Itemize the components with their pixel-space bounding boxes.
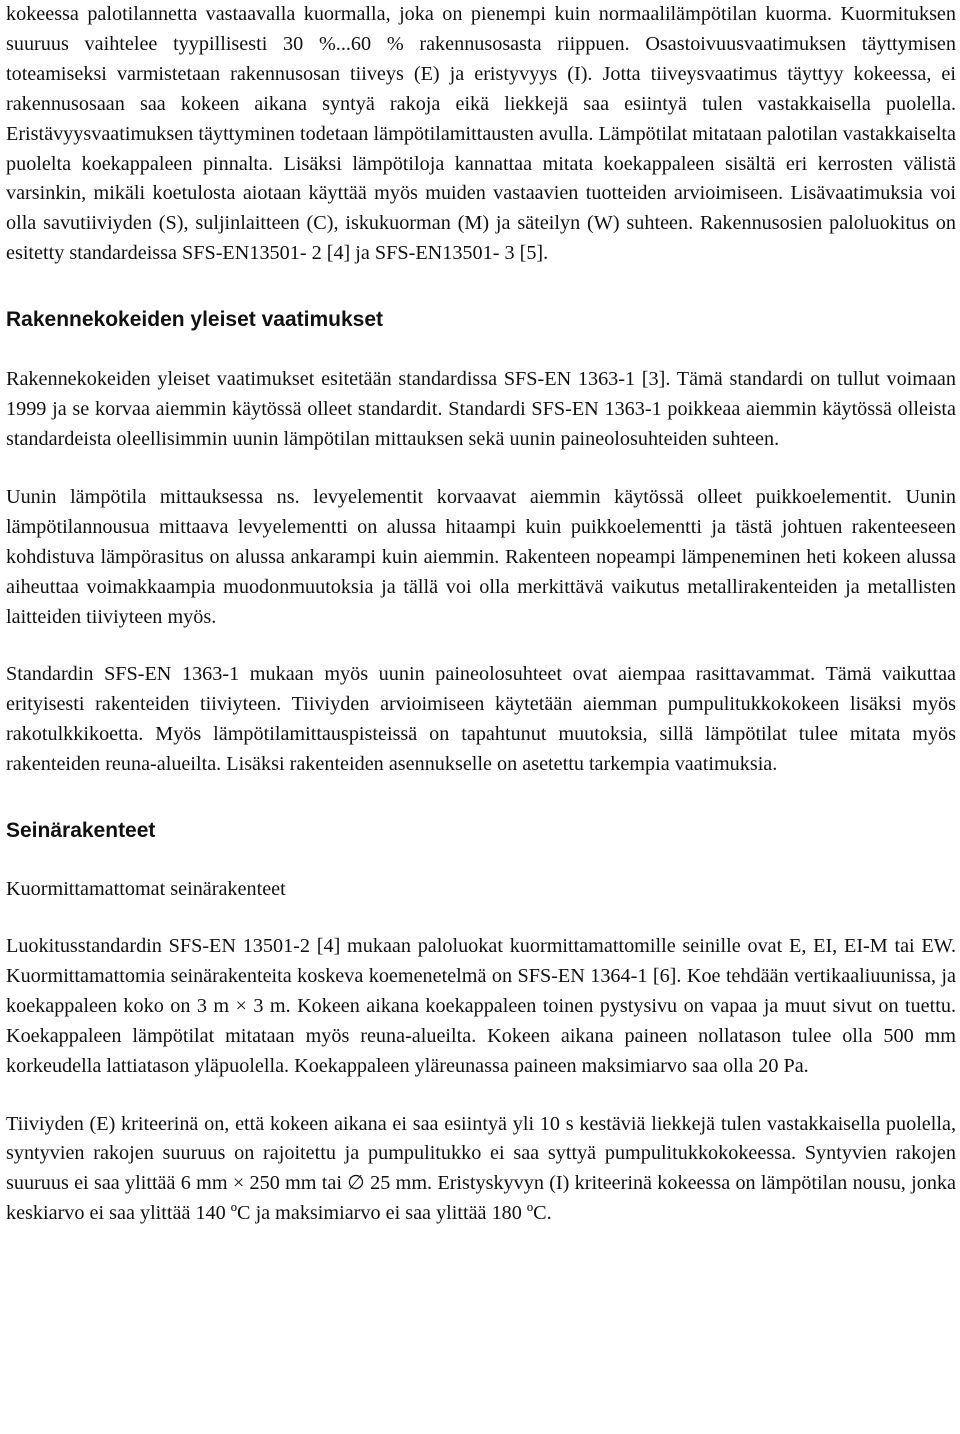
section-heading-walls: Seinärakenteet <box>6 819 156 843</box>
paragraph-standard-1363: Rakennekokeiden yleiset vaatimukset esitetään standardissa SFS-EN 1363-1 [3]. Tämä standardi on tullut voimaan 1999 ja se korvaa aiemmin käytössä olleet standardit. Standardi SFS-EN 1363-1 poikkeaa aiemmin käytössä olleista standardeista oleellisimmin uunin lämpötilan mittauksen sekä uunin paineolosuhteiden suhteen. <box>6 368 956 450</box>
paragraph-furnace-temperature: Uunin lämpötila mittauksessa ns. levyelementit korvaavat aiemmin käytössä olleet puikkoelementit. Uunin lämpötilannousua mittaava levyelementti on alussa hitaampi kuin puikkoelementti ja tästä johtuen rakenteeseen kohdistuva lämpörasitus on alussa ankarampi kuin aiemmin. Rakenteen nopeampi lämpeneminen heti kokeen alussa aiheuttaa voimakkaampia muodonmuutoksia ja tällä voi olla merkittävä vaikutus metallirakenteiden ja metallisten laitteiden tiiviyteen myös. <box>6 485 956 628</box>
section-heading-general-requirements: Rakennekokeiden yleiset vaatimukset <box>6 308 384 332</box>
paragraph-criteria: Tiiviyden (E) kriteerinä on, että kokeen aikana ei saa esiintyä yli 10 s kestäviä liekkejä tulen vastakkaisella puolella, syntyvien rakojen suuruus on rajoitettu ja pumpulitukko ei saa syttyä pumpulitukkokokeessa. Syntyvien rakojen suuruus ei saa ylittää 6 mm × 250 mm tai ∅ 25 mm. Eristyskyvyn (I) kriteerinä kokeessa on lämpötilan nousu, jonka keskiarvo ei saa ylittää 140 ºC ja maksimiarvo ei saa ylittää 180 ºC. <box>6 1112 956 1225</box>
intro-paragraph: kokeessa palotilannetta vastaavalla kuormalla, joka on pienempi kuin normaalilämpötilan kuorma. Kuormituksen suuruus vaihtelee tyypillisesti 30 %...60 % rakennusosasta riippuen. Osastoivuusvaatimuksen täyttymisen toteamiseksi varmistetaan rakennusosan tiiveys (E) ja eristyvyys (I). Jotta tiiveysvaatimus täyttyy kokeessa, ei rakennusosaan saa kokeen aikana syntyä rakoja eikä liekkejä saa esiintyä tulen vastakkaisella puolella. Eristävyysvaatimuksen täyttyminen todetaan lämpötilamittausten avulla. Lämpötilat mitataan palotilan vastakkaiselta puolelta koekappaleen pinnalta. Lisäksi lämpötiloja kannattaa mitata koekappaleen sisältä eri kerrosten välistä varsinkin, mikäli koetulosta aiotaan käyttää myös muiden vastaavien tuotteiden arvioimiseen. Lisävaatimuksia voi olla savutiiviyden (S), suljinlaitteen (C), iskukuorman (M) ja säteilyn (W) suhteen. Rakennusosien paloluokitus on esitetty standardeissa SFS-EN13501- 2 [4] ja SFS-EN13501- 3 [5]. <box>6 3 956 265</box>
paragraph-pressure-conditions: Standardin SFS-EN 1363-1 mukaan myös uunin paineolosuhteet ovat aiempaa rasittavammat. Tämä vaikuttaa erityisesti rakenteiden tiiviyteen. Tiiviyden arvioimiseen käytetään aiemman pumpulitukkokokeen lisäksi myös rakotulkkikoetta. Myös lämpötilamittauspisteissä on tapahtunut muutoksia, sillä lämpötilat tulee mitata myös rakenteiden reuna-alueilta. Lisäksi rakenteiden asennukselle on asetettu tarkempia vaatimuksia. <box>6 663 956 776</box>
document-page <box>6 0 956 1229</box>
subheading-unloaded-walls: Kuormittamattomat seinärakenteet <box>6 878 286 901</box>
paragraph-classification: Luokitusstandardin SFS-EN 13501-2 [4] mukaan paloluokat kuormittamattomille seinille ovat E, EI, EI-M tai EW. Kuormittamattomia seinärakenteita koskeva koemenetelmä on SFS-EN 1364-1 [6]. Koe tehdään vertikaaliuunissa, ja koekappaleen koko on 3 m × 3 m. Kokeen aikana koekappaleen toinen pystysivu on vapaa ja muut sivut on tuettu. Koekappaleen lämpötilat mitataan myös reuna-alueilta. Kokeen aikana paineen nollatason tulee olla 500 mm korkeudella lattiatason yläpuolella. Koekappaleen yläreunassa paineen maksimiarvo saa olla 20 Pa. <box>6 935 956 1077</box>
